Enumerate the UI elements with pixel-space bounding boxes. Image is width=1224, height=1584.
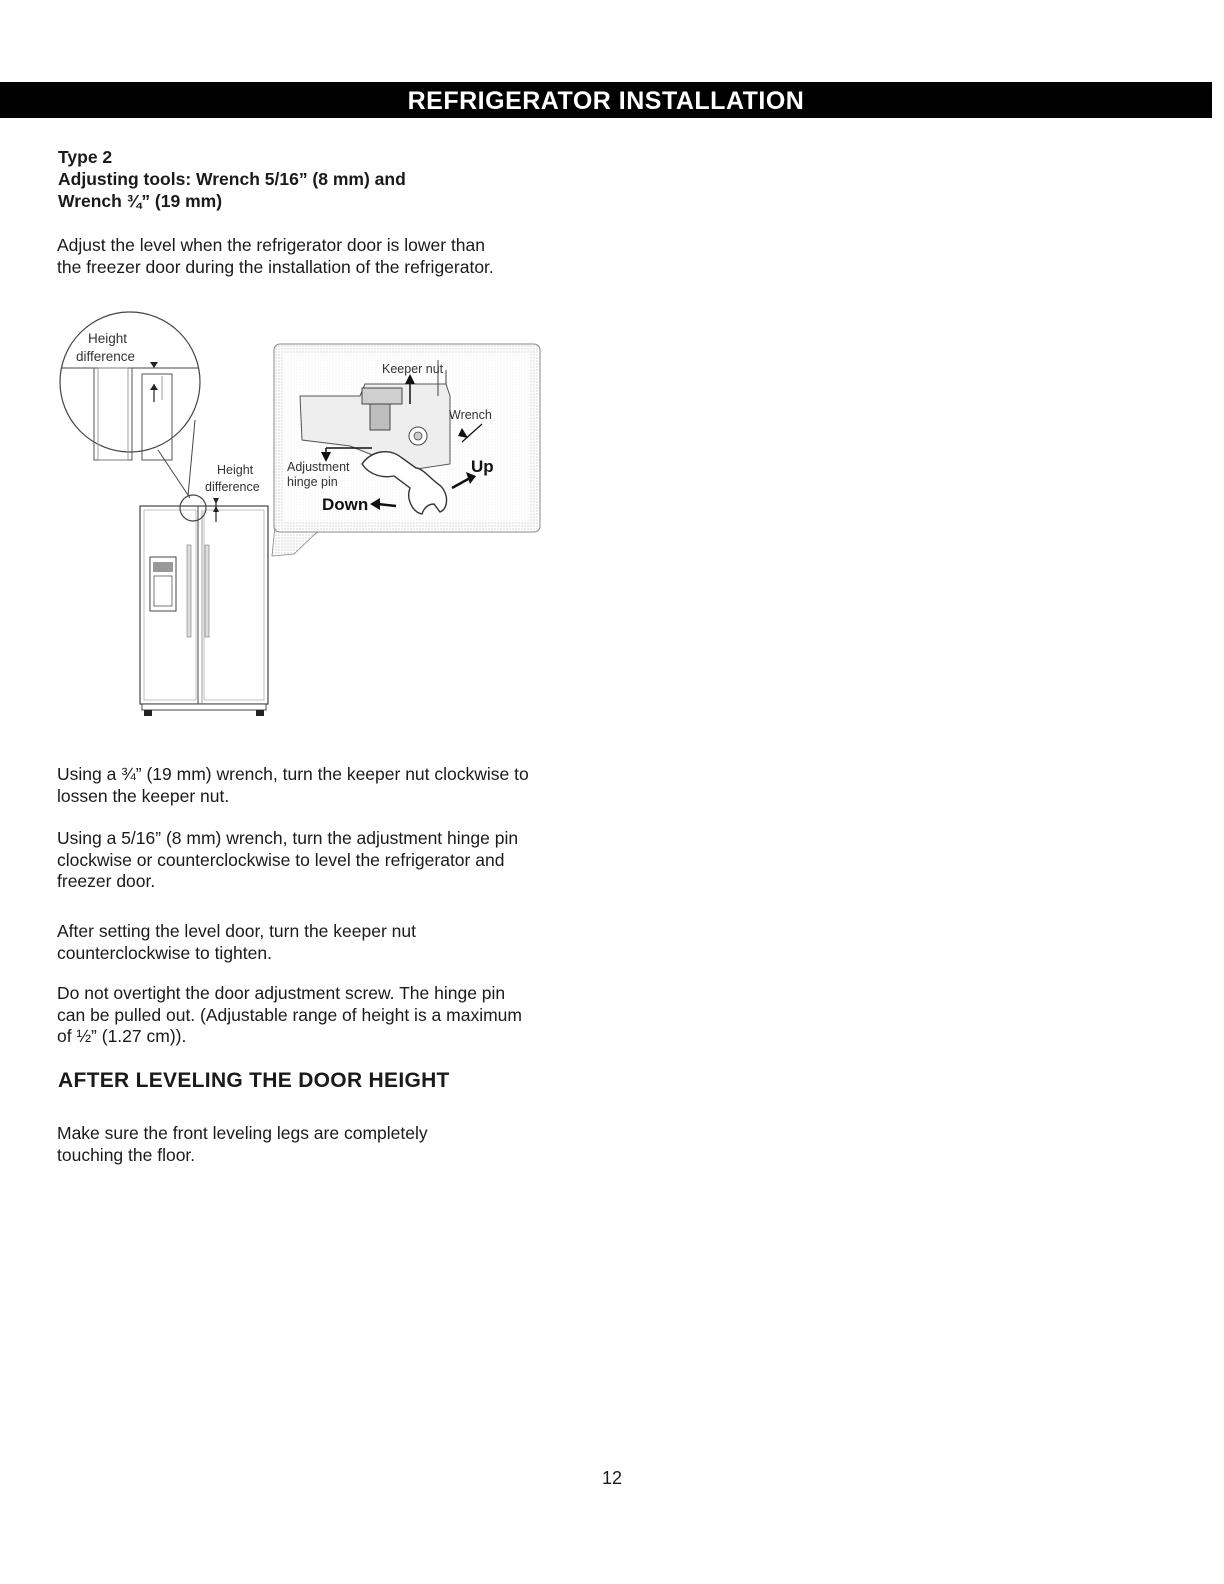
intro-line: the freezer door during the installation of the refrigerator. bbox=[57, 256, 494, 277]
circle-label-height: Height bbox=[88, 331, 128, 346]
hinge-pin-label: hinge pin bbox=[287, 475, 338, 489]
step-line: Using a 5/16” (8 mm) wrench, turn the adjustment hinge pin bbox=[57, 828, 519, 848]
step-line: clockwise or counterclockwise to level the refrigerator and bbox=[57, 849, 505, 870]
figure-svg bbox=[50, 300, 550, 730]
step-line: freezer door. bbox=[57, 871, 156, 891]
page-number: 12 bbox=[601, 1468, 623, 1488]
step-line: lossen the keeper nut. bbox=[57, 785, 230, 806]
circle-label-difference: difference bbox=[76, 349, 136, 364]
up-label: Up bbox=[471, 457, 494, 476]
keeper-nut-label: Keeper nut bbox=[382, 362, 444, 376]
side-label-difference: difference bbox=[205, 480, 260, 494]
step-line: After setting the level door, turn the keeper nut bbox=[57, 921, 416, 941]
closing-line: Make sure the front leveling legs are completely bbox=[57, 1123, 428, 1143]
step-line: can be pulled out. (Adjustable range of height is a maximum bbox=[57, 1004, 522, 1025]
page-banner: REFRIGERATOR INSTALLATION bbox=[0, 82, 1212, 118]
wrench-label: Wrench bbox=[449, 408, 492, 422]
refrigerator-illustration bbox=[140, 495, 268, 716]
step-1 bbox=[57, 764, 617, 807]
step-line: Using a ¾” (19 mm) wrench, turn the keeper nut clockwise to bbox=[57, 764, 529, 784]
tools-heading-line-1: Adjusting tools: Wrench 5/16” (8 mm) and bbox=[58, 169, 406, 189]
step-4 bbox=[57, 983, 617, 1048]
intro-paragraph bbox=[57, 235, 617, 278]
tools-heading-line-2: Wrench ¾” (19 mm) bbox=[58, 191, 223, 211]
closing-line: touching the floor. bbox=[57, 1144, 196, 1165]
step-line: Do not overtight the door adjustment screw. The hinge pin bbox=[57, 983, 506, 1003]
step-line: counterclockwise to tighten. bbox=[57, 942, 272, 963]
section-heading: AFTER LEVELING THE DOOR HEIGHT bbox=[58, 1069, 450, 1092]
intro-line: Adjust the level when the refrigerator door is lower than bbox=[57, 235, 486, 255]
step-2 bbox=[57, 828, 617, 893]
type-heading: Type 2 bbox=[58, 147, 113, 167]
step-3 bbox=[57, 921, 617, 964]
zoom-circle bbox=[60, 312, 200, 460]
down-label: Down bbox=[322, 495, 369, 514]
adjustment-label: Adjustment bbox=[287, 460, 350, 474]
side-label-height: Height bbox=[217, 463, 254, 477]
step-line: of ½” (1.27 cm)). bbox=[57, 1026, 187, 1046]
hinge-adjustment-figure bbox=[50, 300, 550, 730]
closing-paragraph bbox=[57, 1123, 617, 1166]
